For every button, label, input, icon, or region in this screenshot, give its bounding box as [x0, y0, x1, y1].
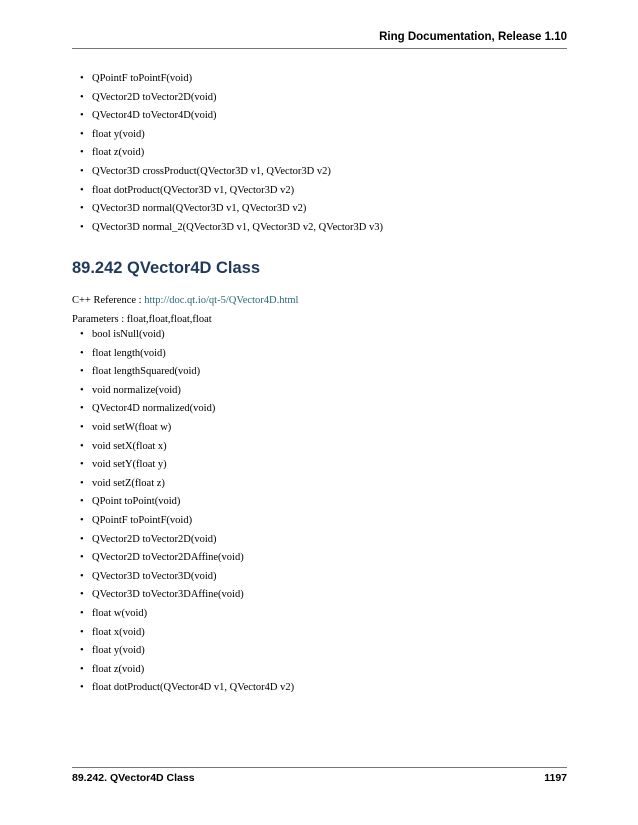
method-signature: QVector3D normal_2(QVector3D v1, QVector3D v2, QVector3D v3)	[92, 221, 384, 233]
header-divider	[72, 48, 567, 49]
method-signature: QVector4D normalized(void)	[92, 403, 216, 415]
method-signature: QVector2D toVector2D(void)	[92, 91, 217, 103]
bullet-icon: •	[80, 533, 84, 545]
method-signature: void setW(float w)	[92, 421, 172, 433]
list-item	[80, 456, 294, 475]
method-signature: QPoint toPoint(void)	[92, 496, 181, 508]
list-item	[80, 345, 294, 364]
footer-page-number: 1197	[544, 772, 567, 784]
method-signature: QVector3D crossProduct(QVector3D v1, QVector3D v2)	[92, 165, 331, 177]
method-signature: float length(void)	[92, 347, 166, 359]
method-signature: float lengthSquared(void)	[92, 366, 201, 378]
bullet-icon: •	[80, 663, 84, 675]
list-item	[80, 219, 383, 238]
bullet-icon: •	[80, 366, 84, 378]
cpp-reference-link[interactable]: http://doc.qt.io/qt-5/QVector4D.html	[144, 295, 299, 306]
method-signature: QVector3D toVector3DAffine(void)	[92, 589, 244, 601]
list-item	[80, 512, 294, 531]
list-item	[80, 70, 383, 89]
list-item	[80, 568, 294, 587]
list-item	[80, 679, 294, 698]
method-signature: void setX(float x)	[92, 440, 167, 452]
list-item	[80, 475, 294, 494]
method-signature: void setY(float y)	[92, 459, 167, 471]
list-item	[80, 642, 294, 661]
method-signature: float dotProduct(QVector3D v1, QVector3D v2)	[92, 184, 295, 196]
list-item	[80, 586, 294, 605]
bullet-icon: •	[80, 91, 84, 103]
method-signature: QVector2D toVector2DAffine(void)	[92, 552, 244, 564]
method-signature: float z(void)	[92, 147, 145, 159]
method-signature: QVector2D toVector2D(void)	[92, 533, 217, 545]
bullet-icon: •	[80, 607, 84, 619]
bullet-icon: •	[80, 496, 84, 508]
bullet-icon: •	[80, 459, 84, 471]
method-signature: float w(void)	[92, 607, 148, 619]
bullet-icon: •	[80, 552, 84, 564]
bullet-icon: •	[80, 421, 84, 433]
list-item	[80, 605, 294, 624]
list-item	[80, 493, 294, 512]
bullet-icon: •	[80, 184, 84, 196]
parameters-line: Parameters : float,float,float,float	[72, 314, 212, 325]
list-item	[80, 163, 383, 182]
list-item	[80, 382, 294, 401]
method-signature: bool isNull(void)	[92, 329, 165, 340]
method-list-qvector4d	[80, 326, 294, 698]
bullet-icon: •	[80, 329, 84, 340]
method-signature: QVector3D normal(QVector3D v1, QVector3D v2)	[92, 203, 307, 215]
bullet-icon: •	[80, 221, 84, 233]
list-item	[80, 182, 383, 201]
list-item	[80, 531, 294, 550]
cpp-reference-label: C++ Reference :	[72, 295, 145, 306]
method-signature: QPointF toPointF(void)	[92, 514, 193, 526]
list-item	[80, 107, 383, 126]
bullet-icon: •	[80, 626, 84, 638]
page-header-title: Ring Documentation, Release 1.10	[379, 31, 567, 43]
bullet-icon: •	[80, 128, 84, 140]
method-signature: void setZ(float z)	[92, 477, 165, 489]
list-item	[80, 549, 294, 568]
list-item	[80, 89, 383, 108]
footer-divider	[72, 767, 567, 768]
bullet-icon: •	[80, 477, 84, 489]
bullet-icon: •	[80, 203, 84, 215]
list-item	[80, 326, 294, 345]
method-signature: float y(void)	[92, 645, 145, 657]
bullet-icon: •	[80, 589, 84, 601]
bullet-icon: •	[80, 403, 84, 415]
bullet-icon: •	[80, 384, 84, 396]
bullet-icon: •	[80, 165, 84, 177]
method-signature: float z(void)	[92, 663, 145, 675]
list-item	[80, 438, 294, 457]
method-signature: float x(void)	[92, 626, 145, 638]
list-item	[80, 144, 383, 163]
list-item	[80, 200, 383, 219]
method-signature: void normalize(void)	[92, 384, 181, 396]
method-signature: QPointF toPointF(void)	[92, 73, 193, 84]
list-item	[80, 400, 294, 419]
method-signature: float dotProduct(QVector4D v1, QVector4D v2)	[92, 682, 295, 694]
cpp-reference-line	[72, 295, 298, 306]
bullet-icon: •	[80, 110, 84, 122]
method-signature: float y(void)	[92, 128, 145, 140]
bullet-icon: •	[80, 147, 84, 159]
list-item	[80, 126, 383, 145]
list-item	[80, 419, 294, 438]
bullet-icon: •	[80, 73, 84, 84]
method-signature: QVector3D toVector3D(void)	[92, 570, 217, 582]
footer-section-label: 89.242. QVector4D Class	[72, 772, 195, 784]
list-item	[80, 624, 294, 643]
method-list-previous-class	[80, 70, 383, 237]
list-item	[80, 661, 294, 680]
bullet-icon: •	[80, 514, 84, 526]
method-signature: QVector4D toVector4D(void)	[92, 110, 217, 122]
bullet-icon: •	[80, 645, 84, 657]
bullet-icon: •	[80, 440, 84, 452]
bullet-icon: •	[80, 682, 84, 694]
list-item	[80, 363, 294, 382]
bullet-icon: •	[80, 347, 84, 359]
bullet-icon: •	[80, 570, 84, 582]
section-heading: 89.242 QVector4D Class	[72, 259, 261, 277]
